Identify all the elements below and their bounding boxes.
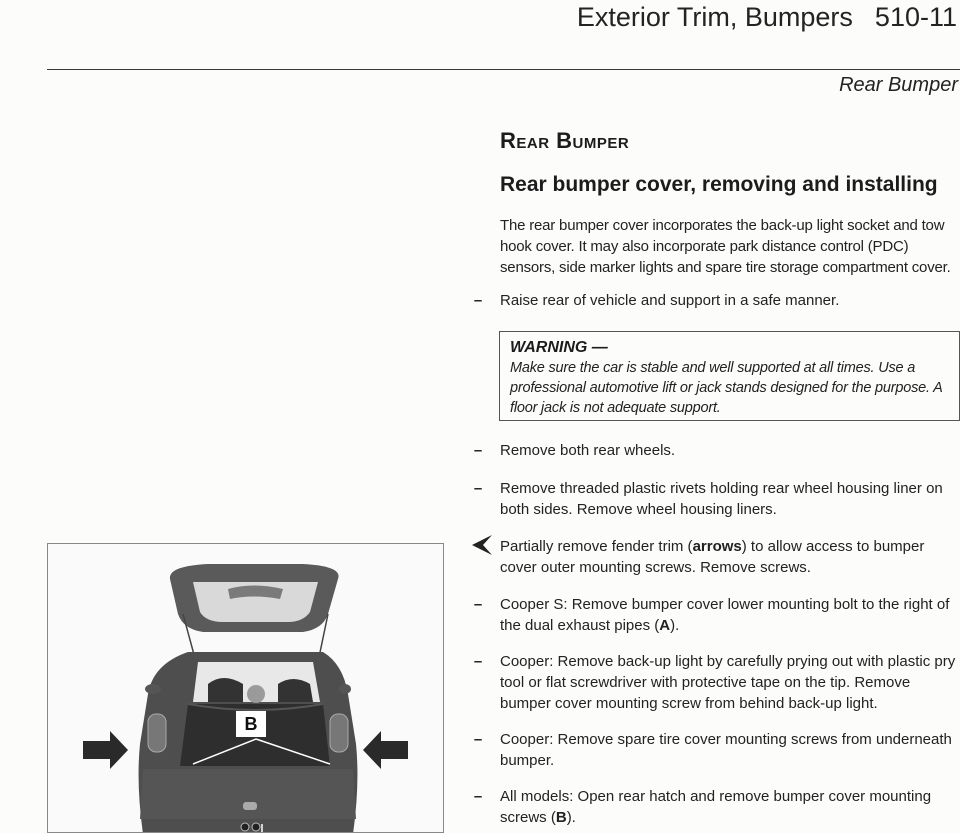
bold-ref: arrows: [692, 538, 742, 555]
callout-label-b: B: [236, 711, 266, 737]
step-text: Cooper: Remove spare tire cover mounting screws from underneath bumper.: [500, 731, 952, 769]
car-illustration: [48, 544, 444, 833]
section-title: Rear Bumper: [500, 128, 630, 153]
page-number: 510-11: [874, 2, 957, 32]
step-item: [473, 290, 960, 311]
step-text: All models: Open rear hatch and remove bumper cover mounting screws (B).: [500, 788, 932, 826]
step-text: Partially remove fender trim (arrows) to allow access to bumper cover outer mounting screws. Remove screws.: [500, 538, 925, 576]
bold-ref: B: [555, 809, 567, 826]
step-item: [473, 651, 960, 714]
step-text: Remove threaded plastic rivets holding rear wheel housing liner on both sides. Remove wheel housing liners.: [500, 480, 943, 518]
step-text: Raise rear of vehicle and support in a safe manner.: [500, 292, 840, 309]
header-divider: [47, 69, 960, 70]
dash-icon: –: [473, 788, 483, 805]
step-item: [473, 786, 960, 828]
dash-icon: –: [473, 653, 483, 670]
intro-paragraph: The rear bumper cover incorporates the back-up light socket and tow hook cover. It may also incorporate park distance control (PDC) sensors, side marker lights and spare tire storage compartment cover.: [500, 217, 951, 276]
figure-pointer-icon: [470, 533, 490, 563]
dash-icon: –: [473, 292, 483, 309]
step-text: Remove both rear wheels.: [500, 442, 676, 459]
step-item: [500, 536, 960, 578]
bold-ref: A: [659, 617, 671, 634]
warning-box: [499, 331, 960, 421]
chapter-title-text: Exterior Trim, Bumpers: [576, 2, 853, 32]
step-text: Cooper S: Remove bumper cover lower mounting bolt to the right of the dual exhaust pipes (A).: [500, 596, 950, 634]
dash-icon: –: [473, 442, 483, 459]
step-item: [473, 594, 960, 636]
dash-icon: –: [473, 480, 483, 497]
section-subtitle: Rear Bumper: [839, 74, 958, 96]
subsection-title: Rear bumper cover, removing and installing: [500, 173, 938, 196]
dash-icon: –: [473, 731, 483, 748]
step-item: [473, 729, 960, 771]
dash-icon: –: [473, 596, 483, 613]
warning-title: WARNING —: [510, 339, 608, 356]
step-text: Cooper: Remove back-up light by carefully prying out with plastic pry tool or flat screwdriver with protective tape on the tip. Remove bumper cover mounting screw from behind back-up light.: [500, 653, 956, 712]
step-item: [473, 440, 960, 461]
car-rear-figure: [47, 543, 444, 833]
step-item: [473, 478, 960, 520]
chapter-title: [577, 2, 957, 33]
warning-text: Make sure the car is stable and well supported at all times. Use a professional automotive lift or jack stands designed for the purpose. A floor jack is not adequate support.: [510, 360, 943, 416]
